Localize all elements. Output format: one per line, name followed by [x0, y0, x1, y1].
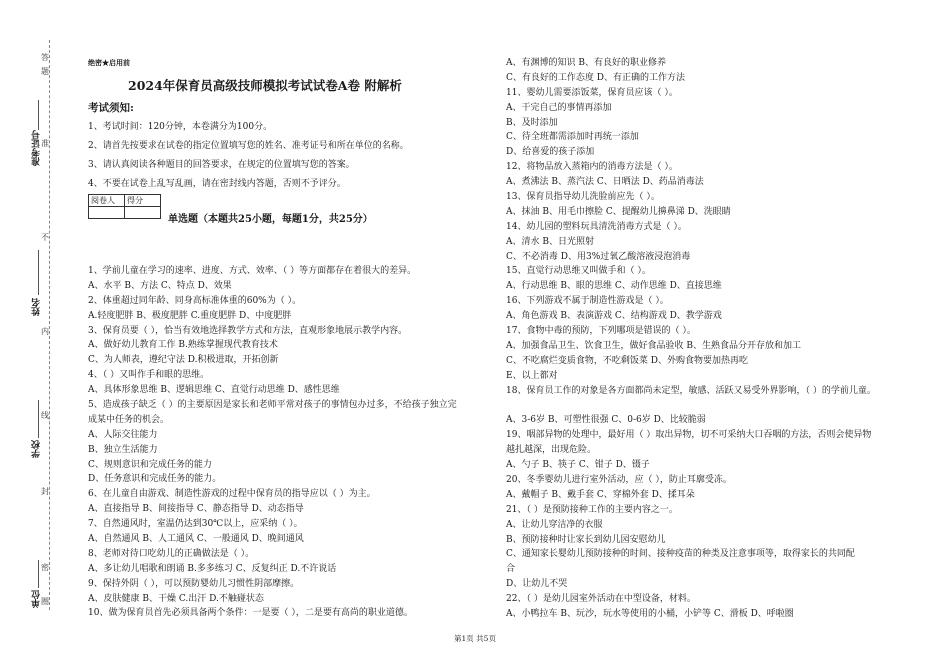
margin-mark: 密	[41, 563, 49, 572]
secret-mark: 绝密★启用前	[88, 58, 130, 67]
page-footer: 第1页 共5页	[454, 634, 496, 643]
question-line: A、戴帽子 B、戴手套 C、穿棉外套 D、揉耳朵	[506, 489, 695, 500]
question-line: B、及时添加	[506, 117, 558, 128]
score-cell[interactable]	[125, 207, 161, 219]
question-line: C、有良好的工作态度 D、有正确的工作方法	[506, 72, 685, 83]
question-line: 合	[506, 564, 516, 575]
exam-id-label: 准考证号	[32, 130, 42, 166]
score-table	[88, 194, 161, 219]
question-line: A、直接指导 B、间接指导 C、静态指导 D、动态指导	[88, 504, 304, 515]
question-line: 18、保育员工作的对象是各方面都尚未定型，敏感、活跃又易受外界影响，（ ）的学前儿童。	[506, 385, 876, 396]
grader-header: 阅卷人	[89, 195, 125, 207]
question-line: A.轻度肥胖 B、极度肥胖 C.重度肥胖 D、中度肥胖	[88, 310, 292, 321]
binding-dashed-line	[49, 40, 50, 610]
question-line: A、自然通风 B、人工通风 C、一般通风 D、晚间通风	[88, 534, 304, 545]
question-line: 12、将物品放入蒸箱内的消毒方法是（ ）。	[506, 162, 678, 173]
question-line: B、预防接种时让家长到幼儿园安慰幼儿	[506, 534, 666, 545]
margin-mark: 圈	[41, 597, 49, 606]
question-line: 21、（ ）是预防接种工作的主要内容之一。	[506, 504, 678, 515]
margin-mark: 答	[41, 53, 49, 62]
question-line: C、不必消毒 D、用3%过氧乙酸溶液浸泡消毒	[506, 251, 691, 262]
name-field[interactable]	[38, 250, 39, 295]
question-line: A、行动思维 B、眼的思维 C、动作思维 D、直接思维	[506, 281, 722, 292]
question-line: 越扎越深，出现危险。	[506, 445, 597, 456]
school-field[interactable]	[38, 400, 39, 438]
question-line: E、以上都对	[506, 370, 558, 381]
question-line: 20、冬季婴幼儿进行室外活动，应（ ），防止耳廓受冻。	[506, 474, 732, 485]
question-line: A、加强食品卫生、饮食卫生，做好食品验收 B、生熟食品分开存放和加工	[506, 340, 801, 351]
question-line: C、通知家长婴幼儿预防接种的时间、接种疫苗的种类及注意事项等，取得家长的共同配	[506, 549, 855, 560]
margin-mark: 内	[41, 327, 49, 336]
question-line: 11、婴幼儿需要添饭菜，保育员应该（ ）。	[506, 87, 678, 98]
question-line: A、3-6岁 B、可塑性很强 C、0-6岁 D、比较脆弱	[506, 415, 706, 426]
unit-label: 单位	[32, 590, 42, 608]
question-line: C、规则意识和完成任务的能力	[88, 459, 212, 470]
question-line: 成某中任务的机会。	[88, 414, 170, 425]
question-line: A、有渊博的知识 B、有良好的职业修养	[506, 58, 666, 68]
exam-id-field[interactable]	[38, 100, 39, 130]
exam-title: 2024年保育员高级技师模拟考试试卷A卷 附解析	[128, 78, 402, 93]
notice-item: 1、考试时间：120分钟，本卷满分为100分。	[88, 122, 273, 132]
section-heading: 单选题（本题共25小题，每题1分，共25分）	[168, 214, 373, 225]
notice-item: 4、不要在试卷上乱写乱画，请在密封线内答题，否则不予评分。	[88, 179, 346, 189]
question-line	[506, 398, 876, 413]
question-line: C、待全班都需添加时再统一添加	[506, 132, 639, 143]
grader-cell[interactable]	[89, 207, 125, 219]
name-label: 姓名	[32, 298, 42, 316]
question-line: A、具体形象思维 B、逻辑思维 C、直觉行动思维 D、感性思维	[88, 385, 340, 396]
question-line: A、让幼儿穿洁净的衣服	[506, 519, 603, 530]
question-line: A、煮沸法 B、蒸汽法 C、日晒法 D、药品消毒法	[506, 177, 704, 188]
question-line: 15、直觉行动思维又叫做手和（ ）。	[506, 266, 651, 277]
school-label: 学校	[32, 440, 42, 458]
question-line: A、干完自己的事情再添加	[506, 102, 612, 113]
question-line: A、清水 B、日光照射	[506, 236, 594, 247]
question-line: A、抹油 B、用毛巾擦脸 C、提醒幼儿擤鼻涕 D、洗眼睛	[506, 206, 731, 217]
question-line: 7、自然通风时，室温仍达到30℃以上，应采纳（ ）。	[88, 519, 303, 530]
question-line: 4、（ ）又叫作手和眼的思维。	[88, 370, 210, 381]
left-column	[88, 264, 457, 621]
question-line: A、水平 B、方法 C、特点 D、效果	[88, 280, 232, 291]
margin-mark: 封	[41, 487, 49, 496]
question-line: A、皮肤健康 B、干燥 C.出汗 D.不触碰状态	[88, 593, 264, 604]
question-line: 8、老师对待口吃幼儿的正确做法是（ ）。	[88, 548, 255, 559]
question-line: D、让幼儿不哭	[506, 579, 568, 590]
right-column	[506, 56, 876, 622]
question-line: 1、学前儿童在学习的速率、进度、方式、效率、（ ）等方面都存在着很大的差异。	[88, 266, 417, 276]
question-line: 16、下列游戏不属于制造性游戏是（ ）。	[506, 296, 669, 307]
question-line: D、给喜爱的孩子添加	[506, 147, 595, 158]
question-line: C、为人师表，遵纪守法 D.积极进取，开拓创新	[88, 355, 279, 366]
margin-mark: 不	[41, 233, 49, 242]
question-line: A、角色游戏 B、表演游戏 C、结构游戏 D、教学游戏	[506, 311, 722, 322]
question-line: A、多让幼儿唱歌和朗诵 B.多多练习 C、反复纠正 D.不许说话	[88, 563, 337, 574]
notice-item: 3、请认真阅读各种题目的回答要求，在规定的位置填写您的答案。	[88, 160, 355, 170]
question-line: A、勺子 B、筷子 C、钳子 D、镊子	[506, 460, 650, 471]
question-line: 5、造成孩子缺乏（ ）的主要原因是家长和老师平常对孩子的事情包办过多，不给孩子独立完	[88, 400, 457, 411]
question-line: 13、保育员指导幼儿洗脸前应先（ ）。	[506, 192, 660, 203]
question-line: 10、做为保育员首先必须具备两个条件：一是要（ ），二是要有高尚的职业道德。	[88, 608, 413, 619]
notice-heading: 考试须知:	[88, 102, 134, 114]
question-line: B、独立生活能力	[88, 444, 158, 455]
score-header: 得分	[125, 195, 161, 207]
notice-item: 2、请首先按要求在试卷的指定位置填写您的姓名、准考证号和所在单位的名称。	[88, 141, 409, 151]
margin-mark: 题	[41, 67, 49, 76]
unit-field[interactable]	[38, 560, 39, 588]
question-line: A、小鸭拉车 B、玩沙，玩水等使用的小桶，小铲等 C、滑板 D、呼啦圈	[506, 608, 794, 619]
question-line: 14、幼儿园的塑料玩具清洗消毒方式是（ ）。	[506, 221, 687, 232]
question-line: 2、体重超过同年龄、同身高标准体重的60%为（ ）。	[88, 295, 302, 306]
question-line: 6、在儿童自由游戏、制造性游戏的过程中保育员的指导应以（ ）为主。	[88, 489, 376, 500]
question-line: 19、咽部异物的处理中，最好用（ ）取出异物，切不可采纳大口吞咽的方法，否则会使异物	[506, 430, 872, 441]
question-line: A、人际交往能力	[88, 429, 158, 440]
margin-mark: 准	[41, 139, 49, 148]
question-line: 17、食物中毒的预防，下列哪项是错误的（ ）。	[506, 326, 696, 337]
question-line: 22、（ ）是幼儿园室外活动在中型设备，材料。	[506, 594, 696, 605]
question-line: A、做好幼儿教育工作 B.熟练掌握现代教育技术	[88, 340, 278, 351]
question-line: C、不吃腐烂变质食物，不吃剩饭菜 D、外购食物要加热再吃	[506, 355, 748, 366]
question-line: D、任务意识和完成任务的能力。	[88, 474, 222, 485]
question-line: 3、保育员要（ ），恰当有效地选择教学方式和方法，直观形象地展示教学内容。	[88, 325, 408, 336]
margin-mark: 线	[41, 411, 49, 420]
question-line: 9、保持外阴（ ），可以预防婴幼儿习惯性阴部摩擦。	[88, 578, 300, 589]
